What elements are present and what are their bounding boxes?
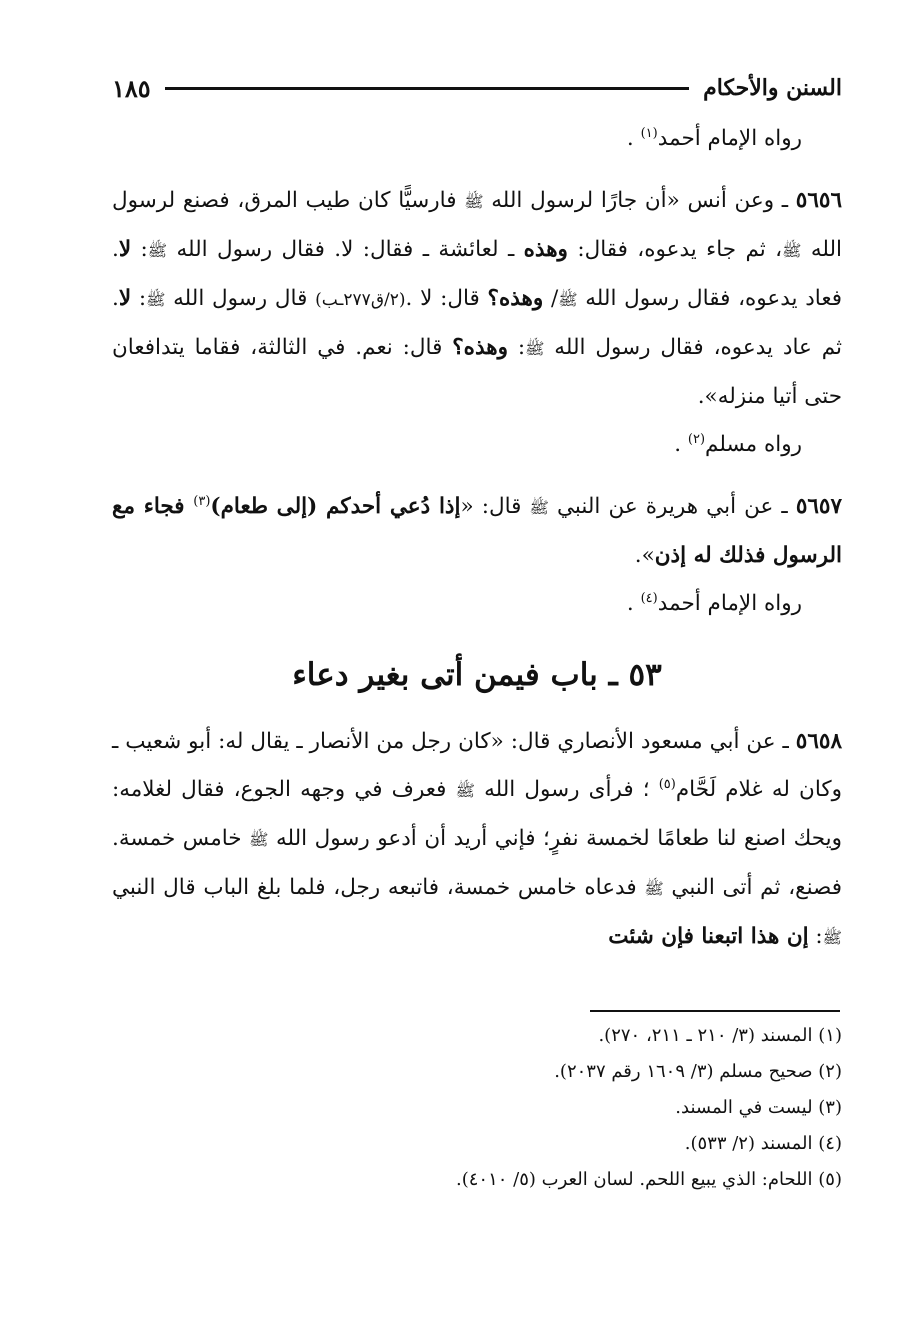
page-number: ١٨٥ [112, 73, 151, 103]
footnote-separator [590, 1010, 840, 1012]
footnote-1: (١) المسند (٣/ ٢١٠ ـ ٢١١، ٢٧٠). [598, 1025, 842, 1046]
narration-5655: رواه الإمام أحمد$^{(١)}$ . [626, 125, 802, 151]
salutation-glyph: ﷺ [146, 290, 166, 309]
hadith-5657: ٥٦٥٧ ـ عن أبي هريرة عن النبي ﷺ قال: «إذا دُعي أحدكم (إلى طعام)$^{(٣)}$ فجاء مع الرسول فذلك له إذن». [112, 493, 843, 568]
narration-5657: رواه الإمام أحمد$^{(٤)}$ . [626, 590, 802, 616]
hadith-number: ٥٦٥٨ [795, 729, 842, 754]
hadith-number: ٥٦٥٦ [795, 188, 842, 213]
footnotes [112, 1018, 842, 1198]
manuscript-margin-note: (٢/ق٢٧٧ـب) [315, 290, 406, 310]
footnote-ref-3: (٣) [193, 493, 211, 509]
footnote-ref-5: (٥) [658, 776, 676, 792]
salutation-glyph: ﷺ [644, 879, 664, 898]
narration-5656: رواه مسلم$^{(٢)}$ . [674, 431, 802, 457]
salutation-glyph: ﷺ [455, 781, 475, 800]
salutation-glyph: ﷺ [558, 290, 578, 309]
salutation-glyph: ﷺ [249, 830, 269, 849]
salutation-glyph: ﷺ [782, 241, 802, 260]
hadith-5658: ٥٦٥٨ ـ عن أبي مسعود الأنصاري قال: «كان رجل من الأنصار ـ يقال له: أبو شعيب ـ وكان له غلام لَحَّام$^{(٥)}$ ؛ فرأى رسول الله ﷺ فعرف في وجهه الجوع، فقال لغلامه: ويحك اصنع لنا طعامًا لخمسة نفرٍ؛ فإني أريد أن أدعو رسول الله ﷺ خامس خمسة. فصنع، ثم أتى النبي ﷺ فدعاه خامس خمسة، فاتبعه رجل، فلما بلغ الباب قال النبي ﷺ: إن هذا اتبعنا فإن شئت [112, 729, 842, 949]
footnote-5: (٥) اللحام: الذي يبيع اللحم. لسان العرب (٥/ ٤٠١٠). [456, 1169, 842, 1190]
salutation-glyph: ﷺ [529, 498, 549, 517]
footnote-ref-2: (٢) [687, 431, 706, 447]
chapter-title: ٥٣ ـ باب فيمن أتى بغير دعاء [292, 657, 662, 693]
page-body [112, 115, 842, 962]
header-rule [165, 87, 689, 90]
footnote-4: (٤) المسند (٢/ ٥٣٣). [684, 1133, 842, 1154]
salutation-glyph: ﷺ [464, 192, 484, 211]
footnote-ref-1: (١) [640, 125, 658, 141]
page-header [112, 68, 842, 108]
footnote-3: (٣) ليست في المسند. [675, 1097, 842, 1118]
salutation-glyph: ﷺ [525, 339, 545, 358]
salutation-glyph: ﷺ [822, 928, 842, 947]
running-title: السنن والأحكام [703, 75, 842, 101]
footnote-ref-4: (٤) [640, 590, 658, 606]
footnote-2: (٢) صحيح مسلم (٣/ ١٦٠٩ رقم ٢٠٣٧). [554, 1061, 842, 1082]
hadith-number: ٥٦٥٧ [795, 494, 843, 519]
hadith-5656: ٥٦٥٦ ـ وعن أنس «أن جارًا لرسول الله ﷺ فارسيًّا كان طيب المرق، فصنع لرسول الله ﷺ، ثم جاء يدعوه، فقال: وهذه ـ لعائشة ـ فقال: لا. فقال رسول الله ﷺ: لا. فعاد يدعوه، فقال رسول الله ﷺ/ وهذه؟ قال: لا .(٢/ق٢٧٧ـب) قال رسول الله ﷺ: لا. ثم عاد يدعوه، فقال رسول الله ﷺ: وهذه؟ قال: نعم. في الثالثة، فقاما يتدافعان حتى أتيا منزله». [112, 188, 843, 409]
salutation-glyph: ﷺ [147, 241, 168, 260]
